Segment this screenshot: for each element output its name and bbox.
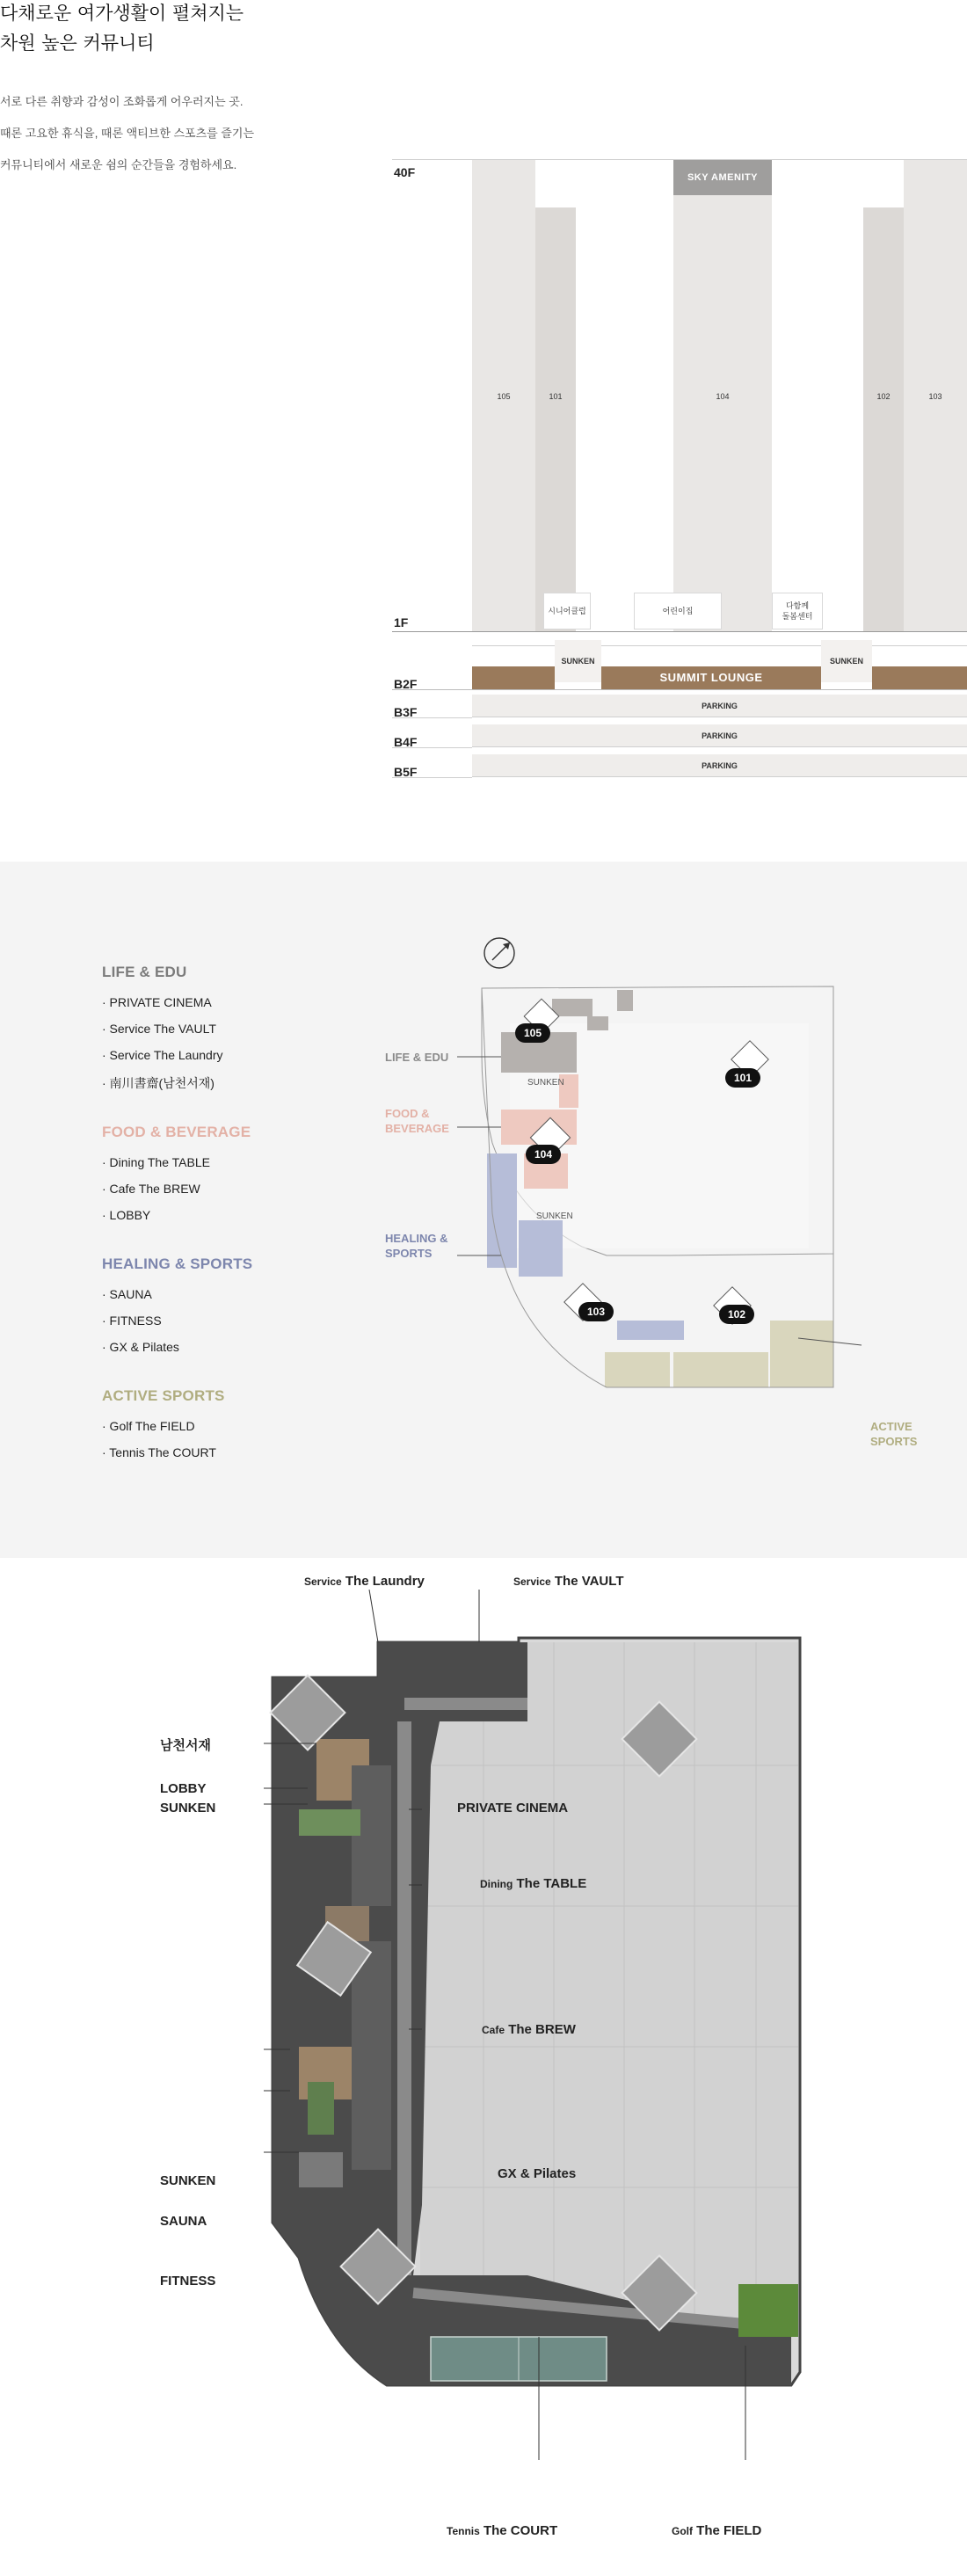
summit-lounge: SUMMIT LOUNGE [601,666,821,689]
category-active-sports: ACTIVE SPORTS [102,1387,225,1404]
map-label-food-beverage [385,1106,449,1136]
label-golf [672,2523,761,2538]
sunken-label-upper: SUNKEN [527,1078,564,1088]
tower-104-label: 104 [716,392,730,401]
label-private-cinema: PRIVATE CINEMA [457,1801,569,1816]
label-gx-pilates: GX & Pilates [498,2166,577,2181]
life-block [552,999,593,1016]
label-sunken-2: SUNKEN [160,2173,216,2188]
intro-section [0,0,967,862]
label-cafe-text: The BREW [508,2022,576,2037]
badge-101-label: 101 [733,1072,753,1084]
list-item: · 南川書齋(남천서재) [102,1076,214,1090]
heal-block [617,1321,684,1340]
building-section-diagram [392,151,967,784]
north-compass-icon [484,938,514,968]
badge-103-label: 103 [586,1306,606,1318]
map-label-healing-sports [385,1231,448,1261]
life-block [617,990,633,1011]
label-cafe-small: Cafe [482,2024,505,2036]
tower-105 [472,160,535,631]
badge-104-label: 104 [534,1148,553,1161]
list-item: · Cafe The BREW [102,1182,200,1196]
description-line-1: 서로 다른 취향과 감성이 조화롭게 어우러지는 곳. [0,95,244,108]
tower-103-label: 103 [928,392,942,401]
active-block [673,1352,768,1387]
summit-lounge-right [872,666,967,689]
label-service-vault [513,1574,623,1589]
label-tennis [447,2523,557,2538]
map-label-active-line-2: SPORTS [870,1435,918,1448]
family-care-center-line-1: 다함께 [785,601,810,610]
life-block [587,1016,608,1030]
category-life-edu: LIFE & EDU [102,964,187,980]
map-label-food-line-1: FOOD & [385,1107,430,1120]
label-dining [480,1876,586,1891]
zone-site-map [369,923,932,1495]
ground-line [392,631,967,632]
floor-label-b3f: B3F [394,705,418,719]
label-sauna: SAUNA [160,2214,207,2229]
label-service-laundry-text: The Laundry [345,1574,425,1589]
daycare: 어린이집 [634,593,722,629]
parking-b3: PARKING [472,695,967,717]
sunken-green [308,2082,334,2135]
headline-line-2: 차원 높은 커뮤니티 [0,33,155,54]
parking-b5: PARKING [472,754,967,777]
list-item: · LOBBY [102,1208,151,1222]
label-service-vault-text: The VAULT [554,1574,624,1589]
b1-line [472,645,967,646]
tower-104 [673,160,772,631]
map-label-active-sports [870,1419,917,1449]
plan-section [0,1558,967,2576]
active-block [770,1321,833,1387]
active-block [605,1352,670,1387]
map-label-heal-line-2: SPORTS [385,1247,433,1260]
tower-101 [535,207,576,631]
label-service-laundry-small: Service [304,1575,342,1588]
sky-amenity: SKY AMENITY [673,160,772,195]
label-service-vault-small: Service [513,1575,551,1588]
floor-label-b4f: B4F [394,735,418,749]
label-golf-text: The FIELD [696,2523,762,2538]
map-label-active-line-1: ACTIVE [870,1420,912,1433]
family-care-center [772,593,823,629]
list-item: · FITNESS [102,1313,162,1328]
category-food-beverage: FOOD & BEVERAGE [102,1124,251,1140]
tower-102-label: 102 [876,392,891,401]
tower-103 [904,160,967,631]
list-item: · Dining The TABLE [102,1155,210,1169]
label-dining-small: Dining [480,1878,513,1890]
sunken-left: SUNKEN [555,640,601,682]
label-tennis-text: The COURT [483,2523,558,2538]
badge-105-label: 105 [523,1027,542,1039]
headline-line-1: 다채로운 여가생활이 펼쳐지는 [0,3,244,24]
label-cafe [482,2022,576,2037]
floor-label-b2f: B2F [394,677,418,691]
list-item: · Service The Laundry [102,1048,223,1062]
description-line-2: 때론 고요한 휴식을, 때론 액티브한 스포츠를 즐기는 [0,127,255,140]
sunken-right: SUNKEN [821,640,872,682]
room-sauna [299,2152,343,2187]
headline [0,0,244,58]
label-service-laundry [304,1574,425,1589]
tower-102 [863,207,904,631]
heal-block [519,1220,563,1277]
label-tennis-small: Tennis [447,2525,480,2537]
list-item: · SAUNA [102,1287,152,1301]
badge-102-label: 102 [727,1308,746,1321]
label-sunken-1: SUNKEN [160,1801,216,1816]
summit-lounge-left [472,666,555,689]
tower-105-label: 105 [497,392,511,401]
label-fitness: FITNESS [160,2274,216,2289]
list-item: · Service The VAULT [102,1022,216,1036]
list-item: · GX & Pilates [102,1340,179,1354]
list-item: · Tennis The COURT [102,1445,216,1459]
tower-101-label: 101 [549,392,563,401]
family-care-center-line-2: 돌봄센터 [782,612,813,621]
room-block [352,1941,391,2170]
heal-block [487,1153,517,1268]
label-dining-text: The TABLE [516,1876,587,1891]
senior-club: 시니어클럽 [543,593,591,629]
map-label-heal-line-1: HEALING & [385,1232,448,1245]
category-healing-sports: HEALING & SPORTS [102,1255,253,1272]
parking-area [420,1642,798,2337]
label-golf-small: Golf [672,2525,693,2537]
b2-line [392,689,967,690]
description-line-3: 커뮤니티에서 새로운 쉼의 순간들을 경험하세요. [0,158,237,171]
floor-label-40f: 40F [394,165,416,179]
floor-label-1f: 1F [394,615,409,629]
description [0,86,254,181]
label-lobby: LOBBY [160,1781,207,1796]
map-label-food-line-2: BEVERAGE [385,1122,449,1135]
sunken-label-lower: SUNKEN [536,1212,573,1221]
zone-section [0,862,967,1558]
golf-field [738,2284,798,2337]
parking-b4: PARKING [472,724,967,747]
list-item: · PRIVATE CINEMA [102,995,212,1009]
lobby-green [299,1809,360,1836]
floor-label-b5f: B5F [394,765,418,779]
map-label-life-edu: LIFE & EDU [385,1051,449,1064]
list-item: · Golf The FIELD [102,1419,195,1433]
label-namcheon: 남천서재 [160,1738,211,1753]
